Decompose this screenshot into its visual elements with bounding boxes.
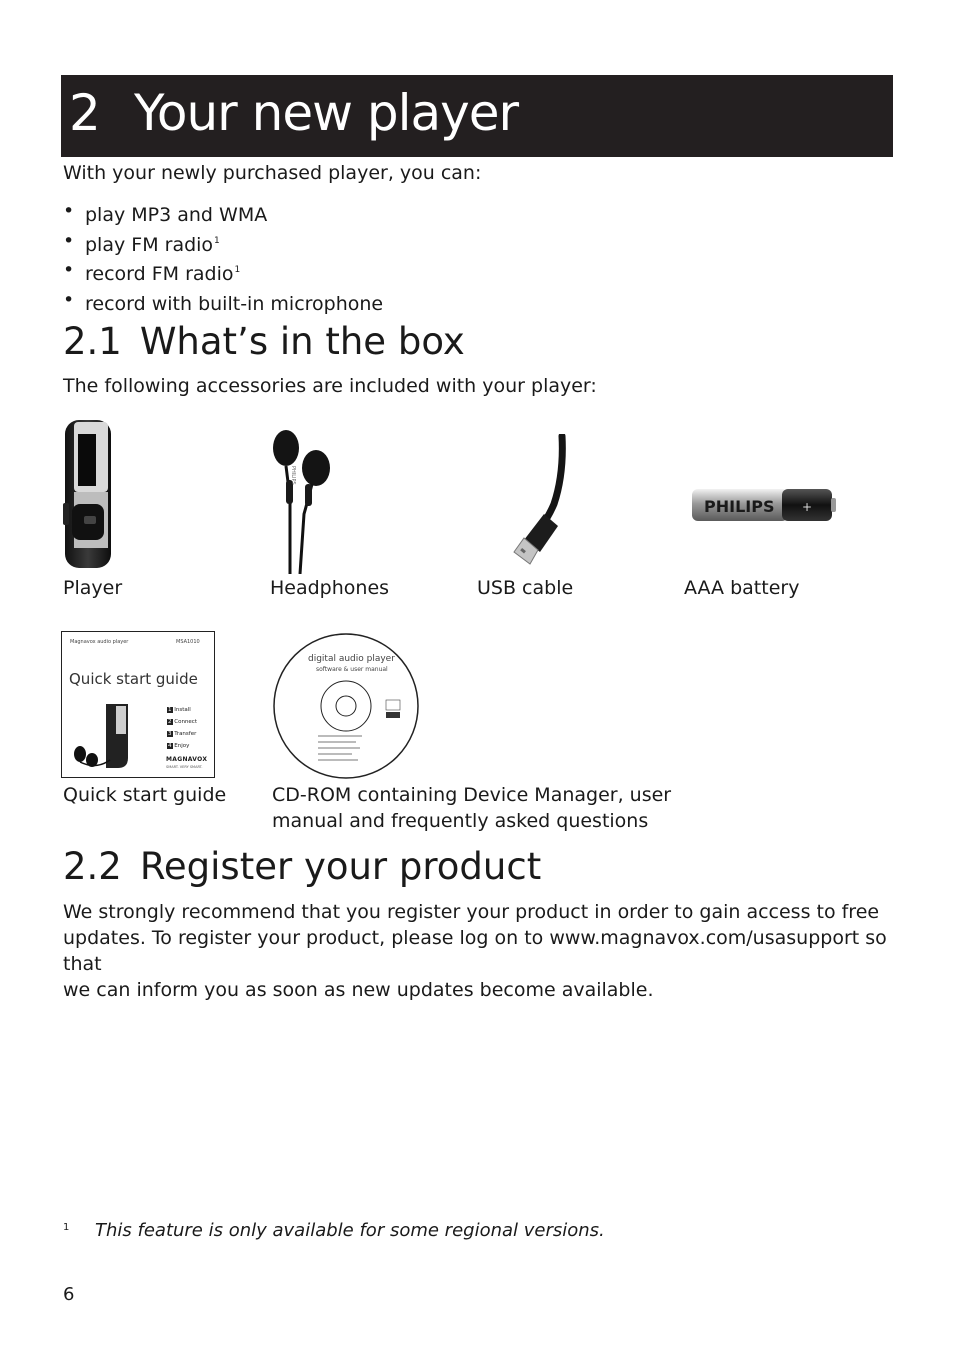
intro-text: With your newly purchased player, you can:: [63, 162, 482, 184]
footnote-ref: 1: [214, 235, 220, 246]
footnote-ref: 1: [234, 265, 241, 276]
register-paragraph: We strongly recommend that you register your product in order to gain access to free updates. To register your product, please log on to www.magnavox.com/usasupport so that we can inform you as soon as new updates become available.: [63, 901, 887, 1001]
section-heading-register: [63, 845, 541, 889]
caption-headphones: Headphones: [270, 577, 390, 599]
feature-item: • record FM radio$^1$: [63, 258, 384, 288]
footnote-text: This feature is only available for some regional versions.: [95, 1220, 605, 1241]
magnavox-logo: MAGNAVOX: [166, 756, 208, 763]
usb-cable-image: [504, 434, 568, 572]
section-number: 2.1: [63, 320, 122, 363]
caption-usb-cable: USB cable: [477, 577, 574, 599]
feature-item: • record with built-in microphone: [63, 288, 384, 318]
section-title: Register your product: [139, 845, 542, 888]
cd-rom-image: digital audio player software & user manual: [272, 632, 420, 780]
player-image: [62, 418, 116, 570]
section-heading-box: [63, 320, 465, 364]
headphone-brand: PHILIPS: [290, 466, 296, 485]
quick-start-guide-image: Magnavox audio player MSA1010 Quick start guide 1 Install 2 Connect 3 Transfer 4 Enjoy MAGNAVOX SMART. VERY SMART.: [61, 631, 215, 778]
feature-item: • play FM radio$^1$: [63, 229, 384, 259]
page-number: 6: [63, 1284, 75, 1305]
section-title: What’s in the box: [139, 320, 465, 363]
battery-brand: PHILIPS: [704, 497, 775, 516]
caption-player: Player: [63, 577, 123, 599]
caption-cd-rom: CD-ROM containing Device Manager, user manual and frequently asked questions: [272, 784, 672, 832]
footnote-mark: 1: [63, 1222, 70, 1233]
headphones-image: [264, 418, 336, 574]
chapter-banner: [61, 75, 893, 157]
section-number: 2.2: [63, 845, 122, 888]
chapter-number: 2: [69, 84, 101, 142]
feature-item: • play MP3 and WMA: [63, 199, 384, 229]
feature-list: [63, 199, 384, 318]
caption-quick-start-guide: Quick start guide: [63, 784, 227, 806]
qsg-title: Quick start guide: [69, 670, 198, 688]
svg-text:+: +: [802, 500, 813, 514]
chapter-title: Your new player: [134, 84, 519, 142]
battery-image: [690, 486, 838, 524]
caption-battery: AAA battery: [684, 577, 800, 599]
box-intro: The following accessories are included with your player:: [63, 375, 597, 397]
